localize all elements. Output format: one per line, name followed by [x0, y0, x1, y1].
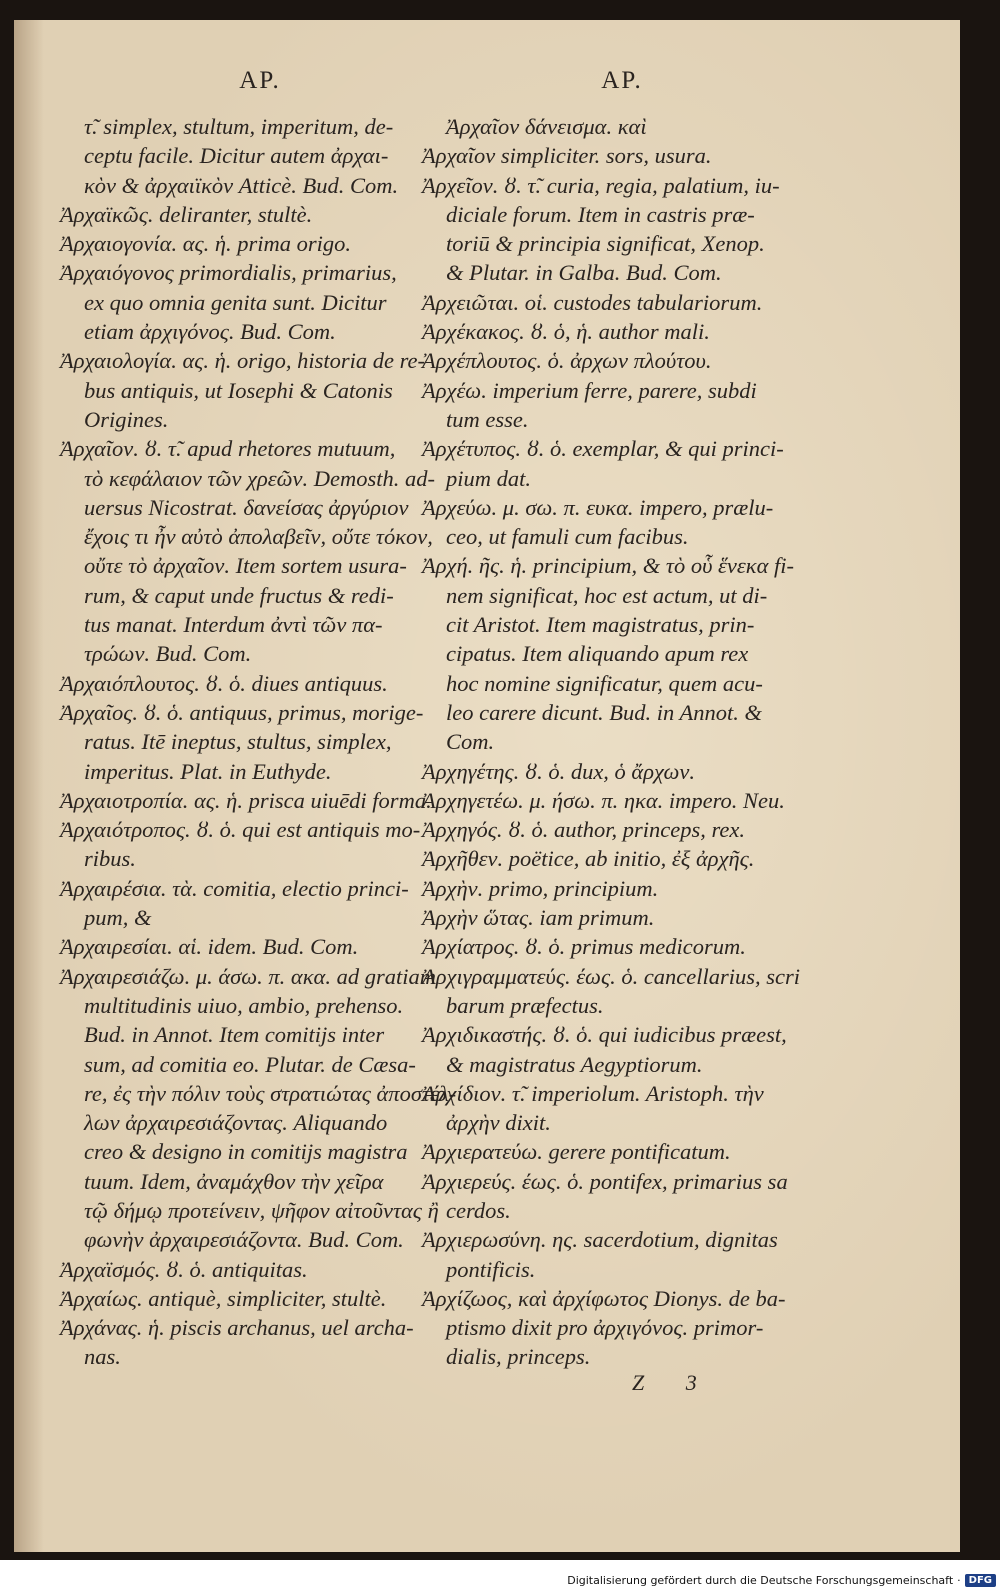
- right-running-header: AP.: [601, 67, 643, 94]
- left-dictionary-entry: [60, 962, 460, 1255]
- dfg-logo: DFG: [965, 1574, 996, 1587]
- right-dictionary-entry: [422, 288, 822, 317]
- entry-line: leo carere dicunt. Bud. in Annot. &: [446, 699, 762, 725]
- entry-line: tus manat. Interdum ἀντὶ τῶν πα-: [84, 612, 383, 638]
- entry-line: etiam ἀρχιγόνος. Bud. Com.: [84, 319, 336, 345]
- entry-line: Ἀρχεύω. μ. σω. π. ευκα. impero, prælu-: [422, 494, 774, 520]
- footer-text: Digitalisierung gefördert durch die Deutsche Forschungsgemeinschaft: [567, 1573, 954, 1587]
- entry-line: κὸν & ἀρχαιϊκὸν Atticè. Bud. Com.: [84, 172, 399, 198]
- entry-line: Ἀρχαιρεσίαι. αἱ. idem. Bud. Com.: [60, 934, 359, 960]
- entry-line: Ἀρχέτυπος. ȣ. ὁ. exemplar, & qui princi-: [422, 436, 784, 462]
- entry-line: re, ἐς τὴν πόλιν τοὺς στρατιώτας ἀποστέλ-: [84, 1080, 457, 1106]
- entry-line: pontificis.: [446, 1256, 536, 1282]
- entry-line: τ̃. simplex, stultum, imperitum, de-: [84, 114, 394, 139]
- entry-line: ceptu facile. Dicitur autem ἀρχαι-: [84, 143, 389, 169]
- entry-line: Ἀρχὴν. primo, principium.: [422, 875, 659, 901]
- entry-line: Ἀρχιερεύς. έως. ὁ. pontifex, primarius sa: [422, 1168, 788, 1194]
- entry-line: Ἀρχαῖος. ȣ. ὁ. antiquus, primus, morige-: [60, 699, 424, 725]
- left-dictionary-entry: [60, 112, 460, 200]
- entry-line: Ἀρχιερωσύνη. ης. sacerdotium, dignitas: [422, 1227, 778, 1253]
- right-dictionary-entry: [422, 1284, 822, 1372]
- entry-line: dialis, princeps.: [446, 1344, 591, 1370]
- entry-line: τῷ δήμῳ προτείνειν, ψῆφον αἰτοῦντας ἢ: [84, 1197, 439, 1223]
- right-dictionary-entry: [422, 903, 822, 932]
- entry-line: Ἀρχιδικαστής. ȣ. ὁ. qui iudicibus præest,: [422, 1022, 787, 1048]
- right-dictionary-entry: [422, 1225, 822, 1284]
- right-dictionary-entry: [422, 376, 822, 435]
- entry-line: creo & designo in comitijs magistra: [84, 1139, 408, 1165]
- entry-line: Ἀρχή. ῆς. ἡ. principium, & τὸ οὗ ἕνεκα fi-: [422, 553, 795, 579]
- entry-line: Ἀρχιγραμματεύς. έως. ὁ. cancellarius, scri: [422, 963, 801, 989]
- entry-line: cerdos.: [446, 1197, 511, 1223]
- entry-line: cit Aristot. Item magistratus, prin-: [446, 612, 755, 638]
- left-dictionary-entry: [60, 786, 460, 815]
- left-dictionary-entry: [60, 932, 460, 961]
- entry-line: Ἀρχίζωος, καὶ ἀρχίφωτος Dionys. de ba-: [422, 1285, 786, 1311]
- right-dictionary-entry: [422, 1137, 822, 1166]
- right-dictionary-entry: [422, 346, 822, 375]
- right-dictionary-entry: [422, 434, 822, 493]
- entry-line: pum, &: [84, 905, 152, 931]
- entry-line: Ἀρχέκακος. ȣ. ὁ, ἡ. author mali.: [422, 319, 710, 345]
- footer-separator: ·: [957, 1573, 961, 1587]
- entry-line: Ἀρχὴν ὥτας. iam primum.: [422, 905, 655, 931]
- entry-line: Ἀρχηγέτης. ȣ. ὁ. dux, ὁ ἄρχων.: [422, 758, 695, 784]
- entry-line: sum, ad comitia eo. Plutar. de Cæsa-: [84, 1051, 416, 1077]
- entry-line: ptismo dixit pro ἀρχιγόνος. primor-: [446, 1315, 764, 1341]
- entry-line: nas.: [84, 1344, 121, 1370]
- entry-line: Ἀρχαιογονία. ας. ἡ. prima origo.: [60, 231, 352, 257]
- entry-line: Ἀρχῆθεν. poëtice, ab initio, ἐξ ἀρχῆς.: [422, 846, 755, 872]
- right-dictionary-entry: [422, 1079, 822, 1138]
- entry-line: ex quo omnia genita sunt. Dicitur: [84, 289, 387, 315]
- book-page: [14, 20, 960, 1552]
- entry-line: Ἀρχειῶται. οἱ. custodes tabulariorum.: [422, 289, 763, 315]
- entry-line: Ἀρχέπλουτος. ὁ. ἀρχων πλούτου.: [422, 348, 712, 374]
- left-entries: [60, 112, 460, 1372]
- entry-line: Ἀρχαίως. antiquè, simpliciter, stultè.: [60, 1285, 387, 1311]
- entry-line: & Plutar. in Galba. Bud. Com.: [446, 260, 722, 286]
- entry-line: λων ἀρχαιρεσιάζοντας. Aliquando: [84, 1110, 388, 1136]
- entry-line: Ἀρχεῖον. ȣ. τ̃. curia, regia, palatium, iu-: [422, 172, 780, 198]
- left-dictionary-entry: [60, 229, 460, 258]
- entry-line: Ἀρχαιρέσια. τὰ. comitia, electio princi-: [60, 875, 409, 901]
- entry-line: Ἀρχαιόγονος primordialis, primarius,: [60, 260, 397, 286]
- left-dictionary-entry: [60, 698, 460, 786]
- right-dictionary-entry: [422, 112, 822, 141]
- entry-line: hoc nomine significatur, quem acu-: [446, 670, 763, 696]
- right-dictionary-entry: [422, 493, 822, 552]
- entry-line: toriū & principia significat, Xenop.: [446, 231, 765, 257]
- entry-line: τρώων. Bud. Com.: [84, 641, 252, 667]
- entry-line: uersus Nicostrat. δανείσας ἀργύριον: [84, 494, 409, 520]
- right-dictionary-entry: [422, 317, 822, 346]
- entry-line: diciale forum. Item in castris præ-: [446, 201, 755, 227]
- entry-line: tuum. Idem, ἀναμάχθον τὴν χεῖρα: [84, 1168, 384, 1194]
- left-dictionary-entry: [60, 815, 460, 874]
- entry-line: tum esse.: [446, 406, 529, 432]
- entry-line: bus antiquis, ut Iosephi & Catonis: [84, 377, 393, 403]
- right-dictionary-entry: [422, 171, 822, 288]
- entry-line: Ἀρχαῖον simpliciter. sors, usura.: [422, 143, 712, 169]
- entry-line: Ἀρχαϊσμός. ȣ. ὁ. antiquitas.: [60, 1256, 308, 1282]
- right-dictionary-entry: [422, 874, 822, 903]
- entry-line: φωνὴν ἀρχαιρεσιάζοντα. Bud. Com.: [84, 1227, 404, 1253]
- entry-line: Ἀρχαιόπλουτος. ȣ. ὁ. diues antiquus.: [60, 670, 388, 696]
- entry-line: ἀρχὴν dixit.: [446, 1110, 551, 1136]
- left-running-header: AP.: [239, 67, 281, 94]
- entry-line: multitudinis uiuo, ambio, prehenso.: [84, 992, 404, 1018]
- right-dictionary-entry: [422, 141, 822, 170]
- entry-line: Bud. in Annot. Item comitijs inter: [84, 1022, 385, 1048]
- entry-line: Ἀρχαϊκῶς. deliranter, stultè.: [60, 201, 313, 227]
- entry-line: ἔχοις τι ἦν αὐτὸ ἀπολαβεῖν, οὔτε τόκον,: [84, 524, 433, 550]
- entry-line: Ἀρχαιρεσιάζω. μ. άσω. π. ακα. ad gratiam: [60, 963, 436, 989]
- entry-line: ratus. Itē ineptus, stultus, simplex,: [84, 729, 392, 755]
- entry-line: cipatus. Item aliquando apum rex: [446, 641, 749, 667]
- right-dictionary-entry: [422, 757, 822, 786]
- right-dictionary-entry: [422, 551, 822, 756]
- entry-line: Ἀρχηγός. ȣ. ὁ. author, princeps, rex.: [422, 817, 746, 843]
- entry-line: Ἀρχιερατεύω. gerere pontificatum.: [422, 1139, 731, 1165]
- left-column: [60, 50, 460, 1372]
- entry-line: barum præfectus.: [446, 992, 604, 1018]
- entry-line: rum, & caput unde fructus & redi-: [84, 582, 394, 608]
- right-dictionary-entry: [422, 786, 822, 815]
- right-dictionary-entry: [422, 932, 822, 961]
- left-dictionary-entry: [60, 434, 460, 668]
- entry-line: ribus.: [84, 846, 136, 872]
- entry-line: Origines.: [84, 406, 169, 432]
- right-dictionary-entry: [422, 1020, 822, 1079]
- left-dictionary-entry: [60, 1255, 460, 1284]
- left-dictionary-entry: [60, 346, 460, 434]
- entry-line: οὔτε τὸ ἀρχαῖον. Item sortem usura-: [84, 553, 407, 579]
- entry-line: Ἀρχαῖον. ȣ. τ̃. apud rhetores mutuum,: [60, 436, 396, 462]
- entry-line: nem significat, hoc est actum, ut di-: [446, 582, 768, 608]
- entry-line: Ἀρχίατρος. ȣ. ὁ. primus medicorum.: [422, 934, 746, 960]
- right-entries: [422, 112, 822, 1372]
- left-dictionary-entry: [60, 669, 460, 698]
- right-dictionary-entry: [422, 962, 822, 1021]
- entry-line: Com.: [446, 729, 495, 755]
- entry-line: Ἀρχηγετέω. μ. ήσω. π. ηκα. impero. Neu.: [422, 787, 785, 813]
- entry-line: Ἀρχαιότροπος. ȣ. ὁ. qui est antiquis mo-: [60, 817, 421, 843]
- entry-line: Ἀρχαιολογία. ας. ἡ. origo, historia de re-: [60, 348, 425, 374]
- entry-line: & magistratus Aegyptiorum.: [446, 1051, 703, 1077]
- entry-line: ceo, ut famuli cum facibus.: [446, 524, 689, 550]
- entry-line: Ἀρχέω. imperium ferre, parere, subdi: [422, 377, 757, 403]
- entry-line: τὸ κεφάλαιον τῶν χρεῶν. Demosth. ad-: [84, 465, 435, 491]
- signature-mark: Z 3: [632, 1370, 715, 1395]
- entry-line: Ἀρχάνας. ἡ. piscis archanus, uel archa-: [60, 1315, 414, 1341]
- left-dictionary-entry: [60, 874, 460, 933]
- digitization-footer: [567, 1571, 996, 1589]
- right-dictionary-entry: [422, 815, 822, 844]
- left-dictionary-entry: [60, 258, 460, 346]
- entry-line: pium dat.: [446, 465, 532, 491]
- left-dictionary-entry: [60, 1284, 460, 1313]
- right-dictionary-entry: [422, 844, 822, 873]
- left-dictionary-entry: [60, 1313, 460, 1372]
- left-dictionary-entry: [60, 200, 460, 229]
- entry-line: Ἀρχαιοτροπία. ας. ἡ. prisca uiuēdi forma.: [60, 787, 432, 813]
- right-dictionary-entry: [422, 1167, 822, 1226]
- right-column: [422, 50, 822, 1372]
- entry-line: imperitus. Plat. in Euthyde.: [84, 758, 332, 784]
- entry-line: Ἀρχαῖον δάνεισμα. καὶ: [446, 114, 647, 139]
- entry-line: Ἀρχίδιον. τ̃. imperiolum. Aristoph. τὴν: [422, 1080, 764, 1106]
